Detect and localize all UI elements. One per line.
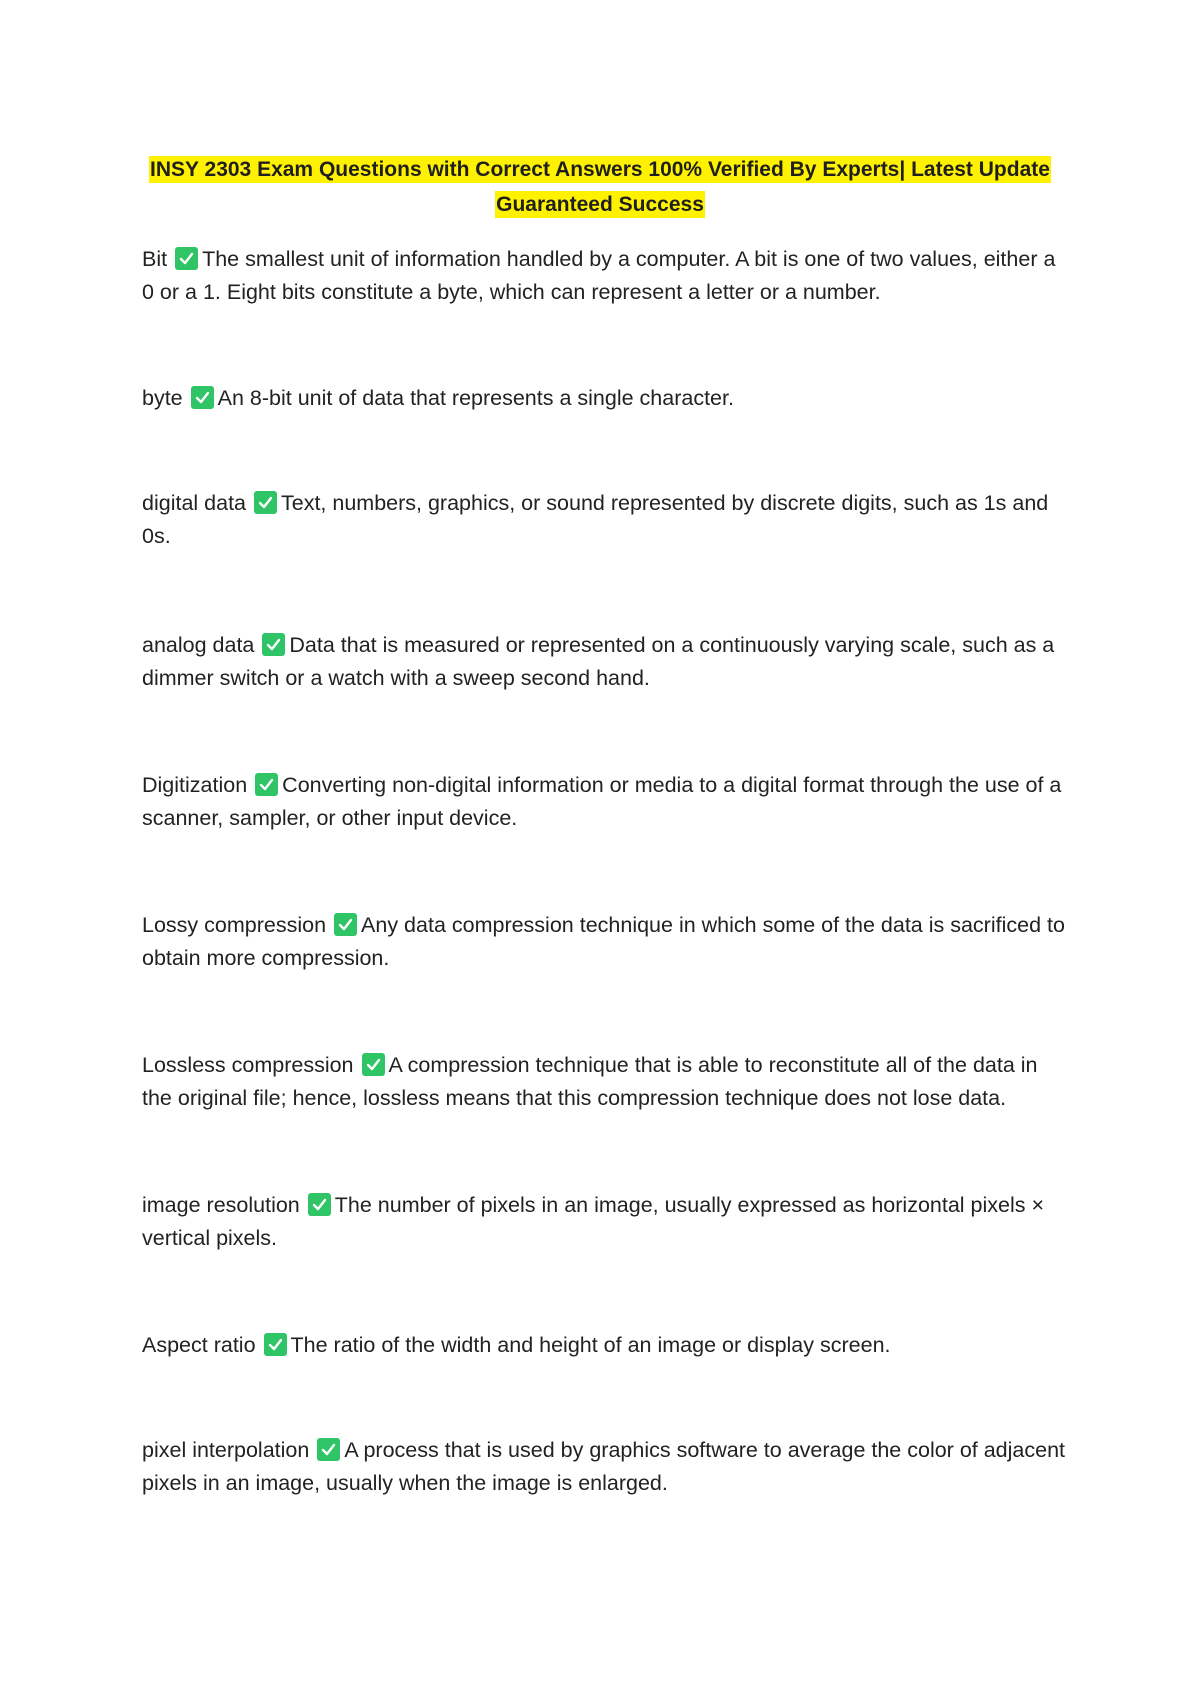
check-mark-icon xyxy=(175,247,198,270)
title-line-1: INSY 2303 Exam Questions with Correct Answers 100% Verified By Experts| Latest Update xyxy=(150,158,1050,181)
entry-definition: Any data compression technique in which some of the data is sacrificed to obtain more compression. xyxy=(142,913,1065,970)
check-mark-icon xyxy=(254,491,277,514)
glossary-entry-lossless-compression xyxy=(142,1049,1070,1115)
check-mark-icon xyxy=(191,386,214,409)
check-mark-icon xyxy=(308,1193,331,1216)
entry-term: Aspect ratio xyxy=(142,1333,256,1357)
entry-term: Lossy compression xyxy=(142,913,327,937)
entry-definition: The number of pixels in an image, usually expressed as horizontal pixels × vertical pixels. xyxy=(142,1193,1045,1250)
entry-definition: A process that is used by graphics software to average the color of adjacent pixels in an image, usually when the image is enlarged. xyxy=(142,1438,1066,1495)
title-line-2: Guaranteed Success xyxy=(496,193,704,216)
glossary-entry-analog-data xyxy=(142,629,1070,695)
glossary-entry-image-resolution xyxy=(142,1189,1070,1255)
glossary-entry-digitization xyxy=(142,769,1070,835)
check-mark-icon xyxy=(362,1053,385,1076)
glossary-entry-aspect-ratio xyxy=(142,1329,1070,1362)
glossary-entry-bit xyxy=(142,243,1070,309)
entry-definition: The smallest unit of information handled by a computer. A bit is one of two values, either a 0 or a 1. Eight bits constitute a byte, which can represent a letter or a number. xyxy=(142,247,1056,304)
entry-term: digital data xyxy=(142,491,246,515)
entry-term: Bit xyxy=(142,247,168,271)
entry-term: Digitization xyxy=(142,773,248,797)
check-mark-icon xyxy=(334,913,357,936)
entry-definition: A compression technique that is able to reconstitute all of the data in the original file; hence, lossless means that this compression technique does not lose data. xyxy=(142,1053,1038,1110)
check-mark-icon xyxy=(264,1333,287,1356)
entry-term: pixel interpolation xyxy=(142,1438,310,1462)
glossary-entry-digital-data xyxy=(142,487,1070,553)
entry-definition: Converting non-digital information or media to a digital format through the use of a scanner, sampler, or other input device. xyxy=(142,773,1062,830)
check-mark-icon xyxy=(317,1438,340,1461)
entry-definition: An 8-bit unit of data that represents a single character. xyxy=(217,386,734,410)
entry-term: analog data xyxy=(142,633,255,657)
glossary-entry-lossy-compression xyxy=(142,909,1070,975)
glossary-entry-byte xyxy=(142,382,1070,415)
entry-term: byte xyxy=(142,386,183,410)
entry-definition: Data that is measured or represented on a continuously varying scale, such as a dimmer switch or a watch with a sweep second hand. xyxy=(142,633,1055,690)
entry-term: image resolution xyxy=(142,1193,300,1217)
entry-definition: Text, numbers, graphics, or sound represented by discrete digits, such as 1s and 0s. xyxy=(142,491,1049,548)
check-mark-icon xyxy=(262,633,285,656)
check-mark-icon xyxy=(255,773,278,796)
glossary-entry-pixel-interpolation xyxy=(142,1434,1070,1500)
document-title xyxy=(140,152,1060,222)
entry-definition: The ratio of the width and height of an image or display screen. xyxy=(290,1333,891,1357)
entry-term: Lossless compression xyxy=(142,1053,354,1077)
